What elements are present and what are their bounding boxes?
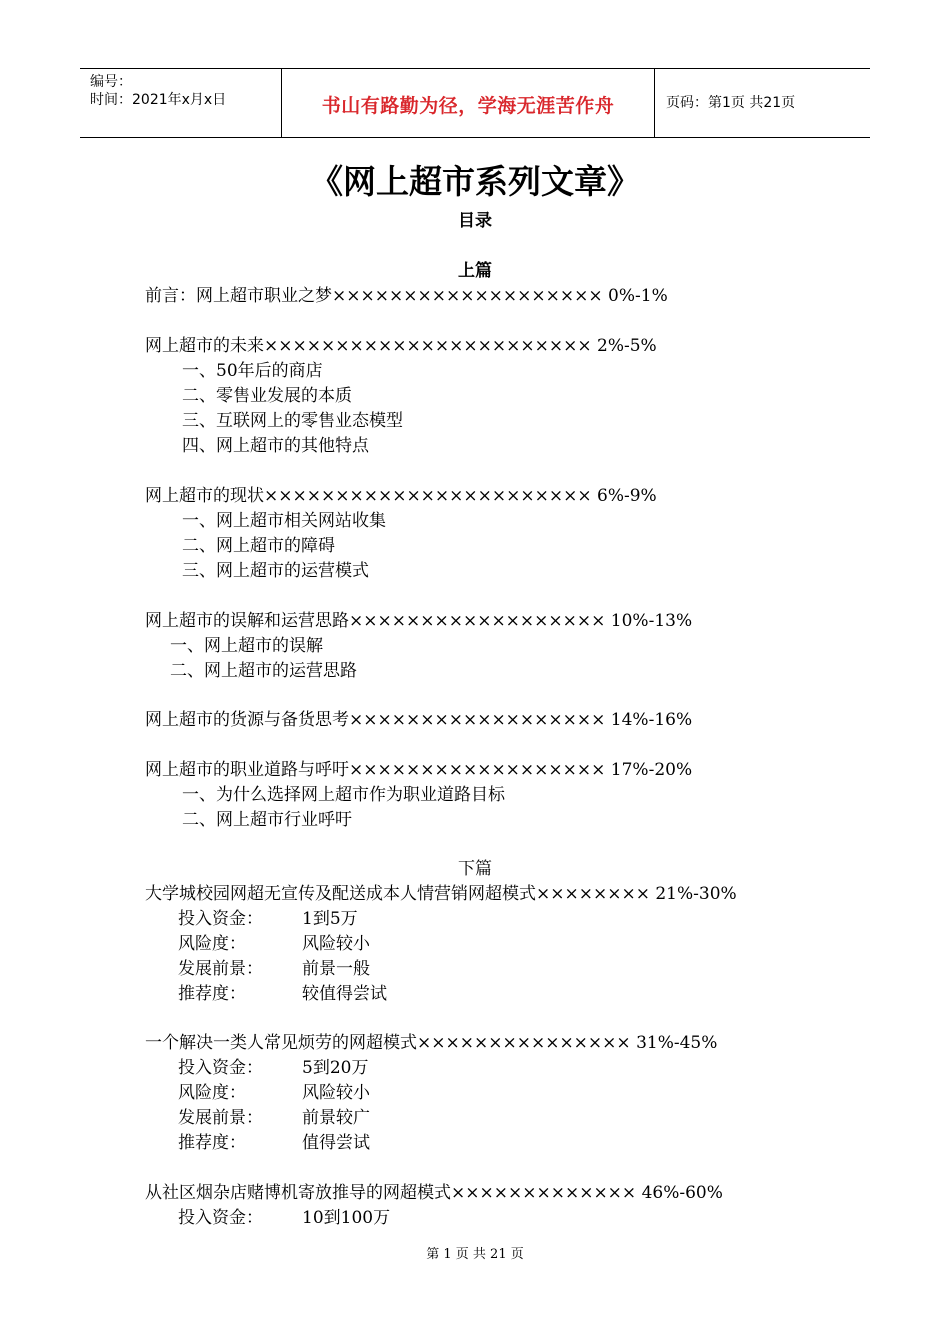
toc-subentry: 一、网上超市的误解 xyxy=(170,636,323,656)
model-attr-label: 推荐度： xyxy=(178,984,246,1004)
model-attr-value: 前景较广 xyxy=(302,1108,370,1128)
document-title: 《网上超市系列文章》 xyxy=(310,162,640,201)
toc-model-entry: 从社区烟杂店赌博机寄放推导的网超模式××××××××××××× 46%-60% xyxy=(145,1183,723,1203)
model-attr-label: 风险度： xyxy=(178,934,246,954)
header-table xyxy=(80,68,870,138)
model-attr-label: 发展前景： xyxy=(178,959,263,979)
model-attr-label: 推荐度： xyxy=(178,1133,246,1153)
model-attr-label: 风险度： xyxy=(178,1083,246,1103)
toc-entry: 网上超市的货源与备货思考×××××××××××××××××× 14%-16% xyxy=(145,710,693,730)
toc-subentry: 一、50年后的商店 xyxy=(182,361,323,381)
part1-heading: 上篇 xyxy=(458,261,492,281)
toc-subentry: 二、网上超市行业呼吁 xyxy=(182,810,352,830)
part2-heading: 下篇 xyxy=(458,859,492,879)
page-footer: 第 1 页 共 21 页 xyxy=(426,1247,524,1262)
toc-entry: 网上超市的未来××××××××××××××××××××××× 2%-5% xyxy=(145,336,657,356)
motto-text: 书山有路勤为径，学海无涯苦作舟 xyxy=(321,95,615,117)
toc-subentry: 三、网上超市的运营模式 xyxy=(182,561,369,581)
number-label: 编号： xyxy=(90,74,132,90)
model-attr-value: 风险较小 xyxy=(302,1083,370,1103)
model-attr-value: 5到20万 xyxy=(302,1058,369,1078)
toc-entry: 网上超市的误解和运营思路×××××××××××××××××× 10%-13% xyxy=(145,611,693,631)
header-motto-cell xyxy=(282,69,655,137)
toc-subentry: 二、网上超市的障碍 xyxy=(182,536,335,556)
toc-entry: 前言：网上超市职业之梦××××××××××××××××××× 0%-1% xyxy=(145,286,668,306)
toc-subentry: 一、网上超市相关网站收集 xyxy=(182,511,386,531)
toc-entry: 网上超市的现状××××××××××××××××××××××× 6%-9% xyxy=(145,486,657,506)
toc-subentry: 一、为什么选择网上超市作为职业道路目标 xyxy=(182,785,505,805)
model-attr-value: 1到5万 xyxy=(302,909,358,929)
toc-entry: 网上超市的职业道路与呼吁×××××××××××××××××× 17%-20% xyxy=(145,760,693,780)
page-info: 页码：第1页 共21页 xyxy=(666,95,796,111)
toc-subentry: 四、网上超市的其他特点 xyxy=(182,436,369,456)
model-attr-value: 风险较小 xyxy=(302,934,370,954)
toc-model-entry: 一个解决一类人常见烦劳的网超模式××××××××××××××× 31%-45% xyxy=(145,1033,718,1053)
toc-heading: 目录 xyxy=(458,211,492,231)
toc-subentry: 二、零售业发展的本质 xyxy=(182,386,352,406)
toc-subentry: 三、互联网上的零售业态模型 xyxy=(182,411,403,431)
model-attr-value: 前景一般 xyxy=(302,959,370,979)
toc-model-entry: 大学城校园网超无宣传及配送成本人情营销网超模式×××××××× 21%-30% xyxy=(145,884,737,904)
time-label: 时间：2021年x月x日 xyxy=(90,92,227,108)
model-attr-label: 投入资金： xyxy=(178,1208,263,1228)
model-attr-value: 10到100万 xyxy=(302,1208,391,1228)
model-attr-value: 较值得尝试 xyxy=(302,984,387,1004)
header-page-cell xyxy=(655,69,870,137)
model-attr-label: 投入资金： xyxy=(178,1058,263,1078)
model-attr-label: 投入资金： xyxy=(178,909,263,929)
model-attr-label: 发展前景： xyxy=(178,1108,263,1128)
header-meta-cell xyxy=(80,69,282,137)
model-attr-value: 值得尝试 xyxy=(302,1133,370,1153)
toc-subentry: 二、网上超市的运营思路 xyxy=(170,661,357,681)
